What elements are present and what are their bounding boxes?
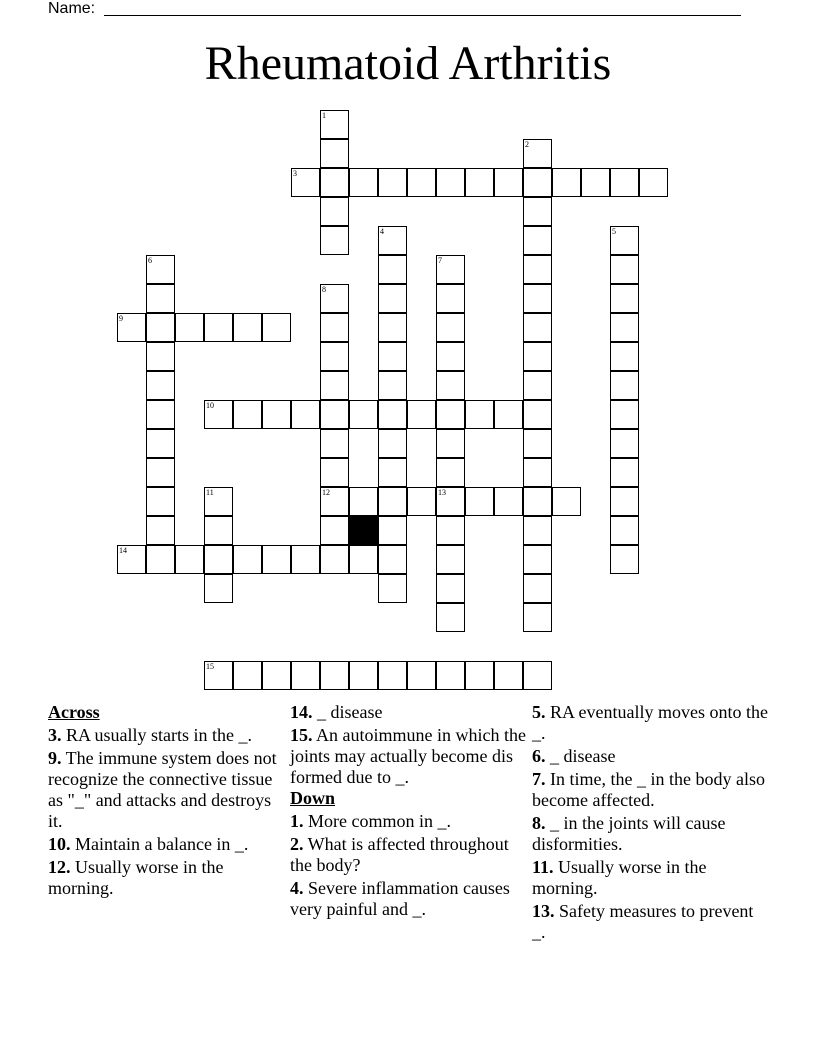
crossword-cell[interactable] [320,545,349,574]
crossword-cell[interactable] [320,197,349,226]
clue-down-4: 4. Severe inflammation causes very painful and _. [290,878,510,919]
clue-down-5: 5. RA eventually moves onto the _. [532,702,768,743]
crossword-cell[interactable] [117,545,146,574]
crossword-cell[interactable] [291,661,320,690]
crossword-cell[interactable] [523,168,552,197]
crossword-cell[interactable] [378,255,407,284]
crossword-cell[interactable] [117,313,146,342]
crossword-cell[interactable] [320,400,349,429]
crossword-cell[interactable] [523,487,552,516]
crossword-cell[interactable] [523,139,552,168]
clue-down-11: 11. Usually worse in the morning. [532,857,707,898]
crossword-cell[interactable] [233,545,262,574]
crossword-cell[interactable] [378,574,407,603]
cell-number: 5 [612,227,616,236]
crossword-cell[interactable] [436,429,465,458]
cell-number: 4 [380,227,384,236]
crossword-cell[interactable] [407,487,436,516]
crossword-cell[interactable] [523,429,552,458]
crossword-cell[interactable] [465,661,494,690]
name-label: Name: [48,0,96,17]
crossword-cell[interactable] [349,400,378,429]
cell-number: 9 [119,314,123,323]
across-heading: Across [48,702,100,722]
crossword-cell[interactable] [465,487,494,516]
clues-column-3 [532,702,768,943]
crossword-cell[interactable] [436,516,465,545]
crossword-cell[interactable] [436,342,465,371]
cell-number: 12 [322,488,330,497]
crossword-cell[interactable] [378,487,407,516]
crossword-cell[interactable] [146,487,175,516]
cell-number: 13 [438,488,446,497]
crossword-cell[interactable] [204,516,233,545]
clue-across-10: 10. Maintain a balance in _. [48,834,249,854]
clue-down-2: 2. What is affected throughout the body? [290,834,509,875]
clue-down-8: 8. _ in the joints will cause disformities. [532,813,726,854]
crossword-cell[interactable] [436,168,465,197]
crossword-cell[interactable] [146,429,175,458]
crossword-cell[interactable] [523,226,552,255]
crossword-cell[interactable] [581,168,610,197]
crossword-cell[interactable] [378,313,407,342]
crossword-cell[interactable] [465,168,494,197]
crossword-cell[interactable] [610,371,639,400]
crossword-cell[interactable] [262,545,291,574]
crossword-cell[interactable] [349,661,378,690]
crossword-cell[interactable] [320,661,349,690]
crossword-cell[interactable] [378,342,407,371]
crossword-cell[interactable] [610,516,639,545]
crossword-cell[interactable] [320,168,349,197]
crossword-cell[interactable] [523,342,552,371]
crossword-cell[interactable] [523,516,552,545]
clues-column-1 [48,702,284,899]
crossword-cell[interactable] [146,545,175,574]
crossword-cell[interactable] [378,168,407,197]
crossword-cell[interactable] [523,603,552,632]
clue-across-14: 14. _ disease [290,702,383,722]
crossword-cell[interactable] [523,574,552,603]
crossword-cell[interactable] [436,545,465,574]
crossword-cell[interactable] [378,661,407,690]
clue-across-12: 12. Usually worse in the morning. [48,857,224,898]
crossword-cell[interactable] [378,371,407,400]
crossword-cell[interactable] [523,197,552,226]
crossword-cell[interactable] [523,661,552,690]
crossword-cell[interactable] [436,487,465,516]
clue-down-6: 6. _ disease [532,746,616,766]
crossword-cell[interactable] [436,458,465,487]
crossword-cell[interactable] [494,400,523,429]
clue-across-15: 15. An autoimmune in which the joints may actually become dis formed due to _. [290,725,526,787]
cell-number: 11 [206,488,214,497]
crossword-cell[interactable] [320,313,349,342]
clue-down-1: 1. More common in _. [290,811,451,831]
crossword-cell[interactable] [320,342,349,371]
crossword-cell[interactable] [523,255,552,284]
crossword-cell[interactable] [610,313,639,342]
crossword-cell[interactable] [610,342,639,371]
crossword-cell[interactable] [175,313,204,342]
crossword-cell[interactable] [146,400,175,429]
crossword-cell[interactable] [320,516,349,545]
crossword-cell[interactable] [204,661,233,690]
clue-across-3: 3. RA usually starts in the _. [48,725,252,745]
crossword-cell[interactable] [610,284,639,313]
crossword-cell[interactable] [523,458,552,487]
crossword-cell[interactable] [378,226,407,255]
crossword-cell[interactable] [262,661,291,690]
crossword-cell[interactable] [610,255,639,284]
crossword-cell[interactable] [291,545,320,574]
crossword-cell[interactable] [233,661,262,690]
black-cell [349,516,378,545]
crossword-cell[interactable] [465,400,494,429]
crossword-cell[interactable] [378,400,407,429]
crossword-cell[interactable] [378,429,407,458]
clue-down-7: 7. In time, the _ in the body also become affected. [532,769,765,810]
crossword-cell[interactable] [146,458,175,487]
crossword-cell[interactable] [552,487,581,516]
crossword-cell[interactable] [494,661,523,690]
crossword-cell[interactable] [407,661,436,690]
crossword-cell[interactable] [320,458,349,487]
cell-number: 14 [119,546,127,555]
crossword-cell[interactable] [291,168,320,197]
crossword-cell[interactable] [204,574,233,603]
crossword-cell[interactable] [378,284,407,313]
crossword-cell[interactable] [320,429,349,458]
crossword-cell[interactable] [262,400,291,429]
crossword-cell[interactable] [320,226,349,255]
crossword-cell[interactable] [407,168,436,197]
crossword-cell[interactable] [523,400,552,429]
clue-down-13: 13. Safety measures to prevent _. [532,901,754,942]
crossword-cell[interactable] [494,168,523,197]
crossword-cell[interactable] [146,516,175,545]
crossword-cell[interactable] [436,603,465,632]
crossword-cell[interactable] [436,661,465,690]
crossword-cell[interactable] [146,313,175,342]
crossword-cell[interactable] [610,400,639,429]
down-heading: Down [290,788,336,808]
crossword-cell[interactable] [610,458,639,487]
crossword-cell[interactable] [639,168,668,197]
crossword-cell[interactable] [610,487,639,516]
clue-across-9: 9. The immune system does not recognize the connective tissue as "_" and attacks and destroys it. [48,748,277,831]
cell-number: 2 [525,140,529,149]
crossword-cell[interactable] [204,545,233,574]
crossword-cell[interactable] [320,284,349,313]
crossword-cell[interactable] [204,313,233,342]
crossword-cell[interactable] [610,545,639,574]
crossword-cell[interactable] [436,284,465,313]
crossword-cell[interactable] [436,255,465,284]
clues-column-2 [290,702,528,920]
crossword-cell[interactable] [233,313,262,342]
crossword-cell[interactable] [610,226,639,255]
crossword-cell[interactable] [436,371,465,400]
crossword-cell[interactable] [523,545,552,574]
crossword-cell[interactable] [146,371,175,400]
crossword-cell[interactable] [610,168,639,197]
crossword-cell[interactable] [349,168,378,197]
crossword-cell[interactable] [146,255,175,284]
crossword-cell[interactable] [523,371,552,400]
crossword-cell[interactable] [523,284,552,313]
crossword-cell[interactable] [320,139,349,168]
crossword-cell[interactable] [378,545,407,574]
crossword-cell[interactable] [320,487,349,516]
cell-number: 10 [206,401,214,410]
cell-number: 7 [438,256,442,265]
crossword-cell[interactable] [552,168,581,197]
crossword-cell[interactable] [610,429,639,458]
cell-number: 1 [322,111,326,120]
crossword-cell[interactable] [349,487,378,516]
crossword-cell[interactable] [494,487,523,516]
cell-number: 15 [206,662,214,671]
crossword-cell[interactable] [320,371,349,400]
crossword-cell[interactable] [175,545,204,574]
crossword-cell[interactable] [378,458,407,487]
crossword-cell[interactable] [349,545,378,574]
page-title: Rheumatoid Arthritis [204,37,612,90]
crossword-cell[interactable] [407,400,436,429]
crossword-cell[interactable] [262,313,291,342]
crossword-cell[interactable] [436,400,465,429]
crossword-cell[interactable] [378,516,407,545]
crossword-cell[interactable] [204,400,233,429]
cell-number: 3 [293,169,297,178]
crossword-cell[interactable] [233,400,262,429]
crossword-cell[interactable] [320,110,349,139]
crossword-cell[interactable] [523,313,552,342]
cell-number: 6 [148,256,152,265]
crossword-cell[interactable] [146,342,175,371]
crossword-cell[interactable] [204,487,233,516]
cell-number: 8 [322,285,326,294]
crossword-cell[interactable] [436,574,465,603]
crossword-cell[interactable] [291,400,320,429]
crossword-cell[interactable] [436,313,465,342]
crossword-cell[interactable] [146,284,175,313]
